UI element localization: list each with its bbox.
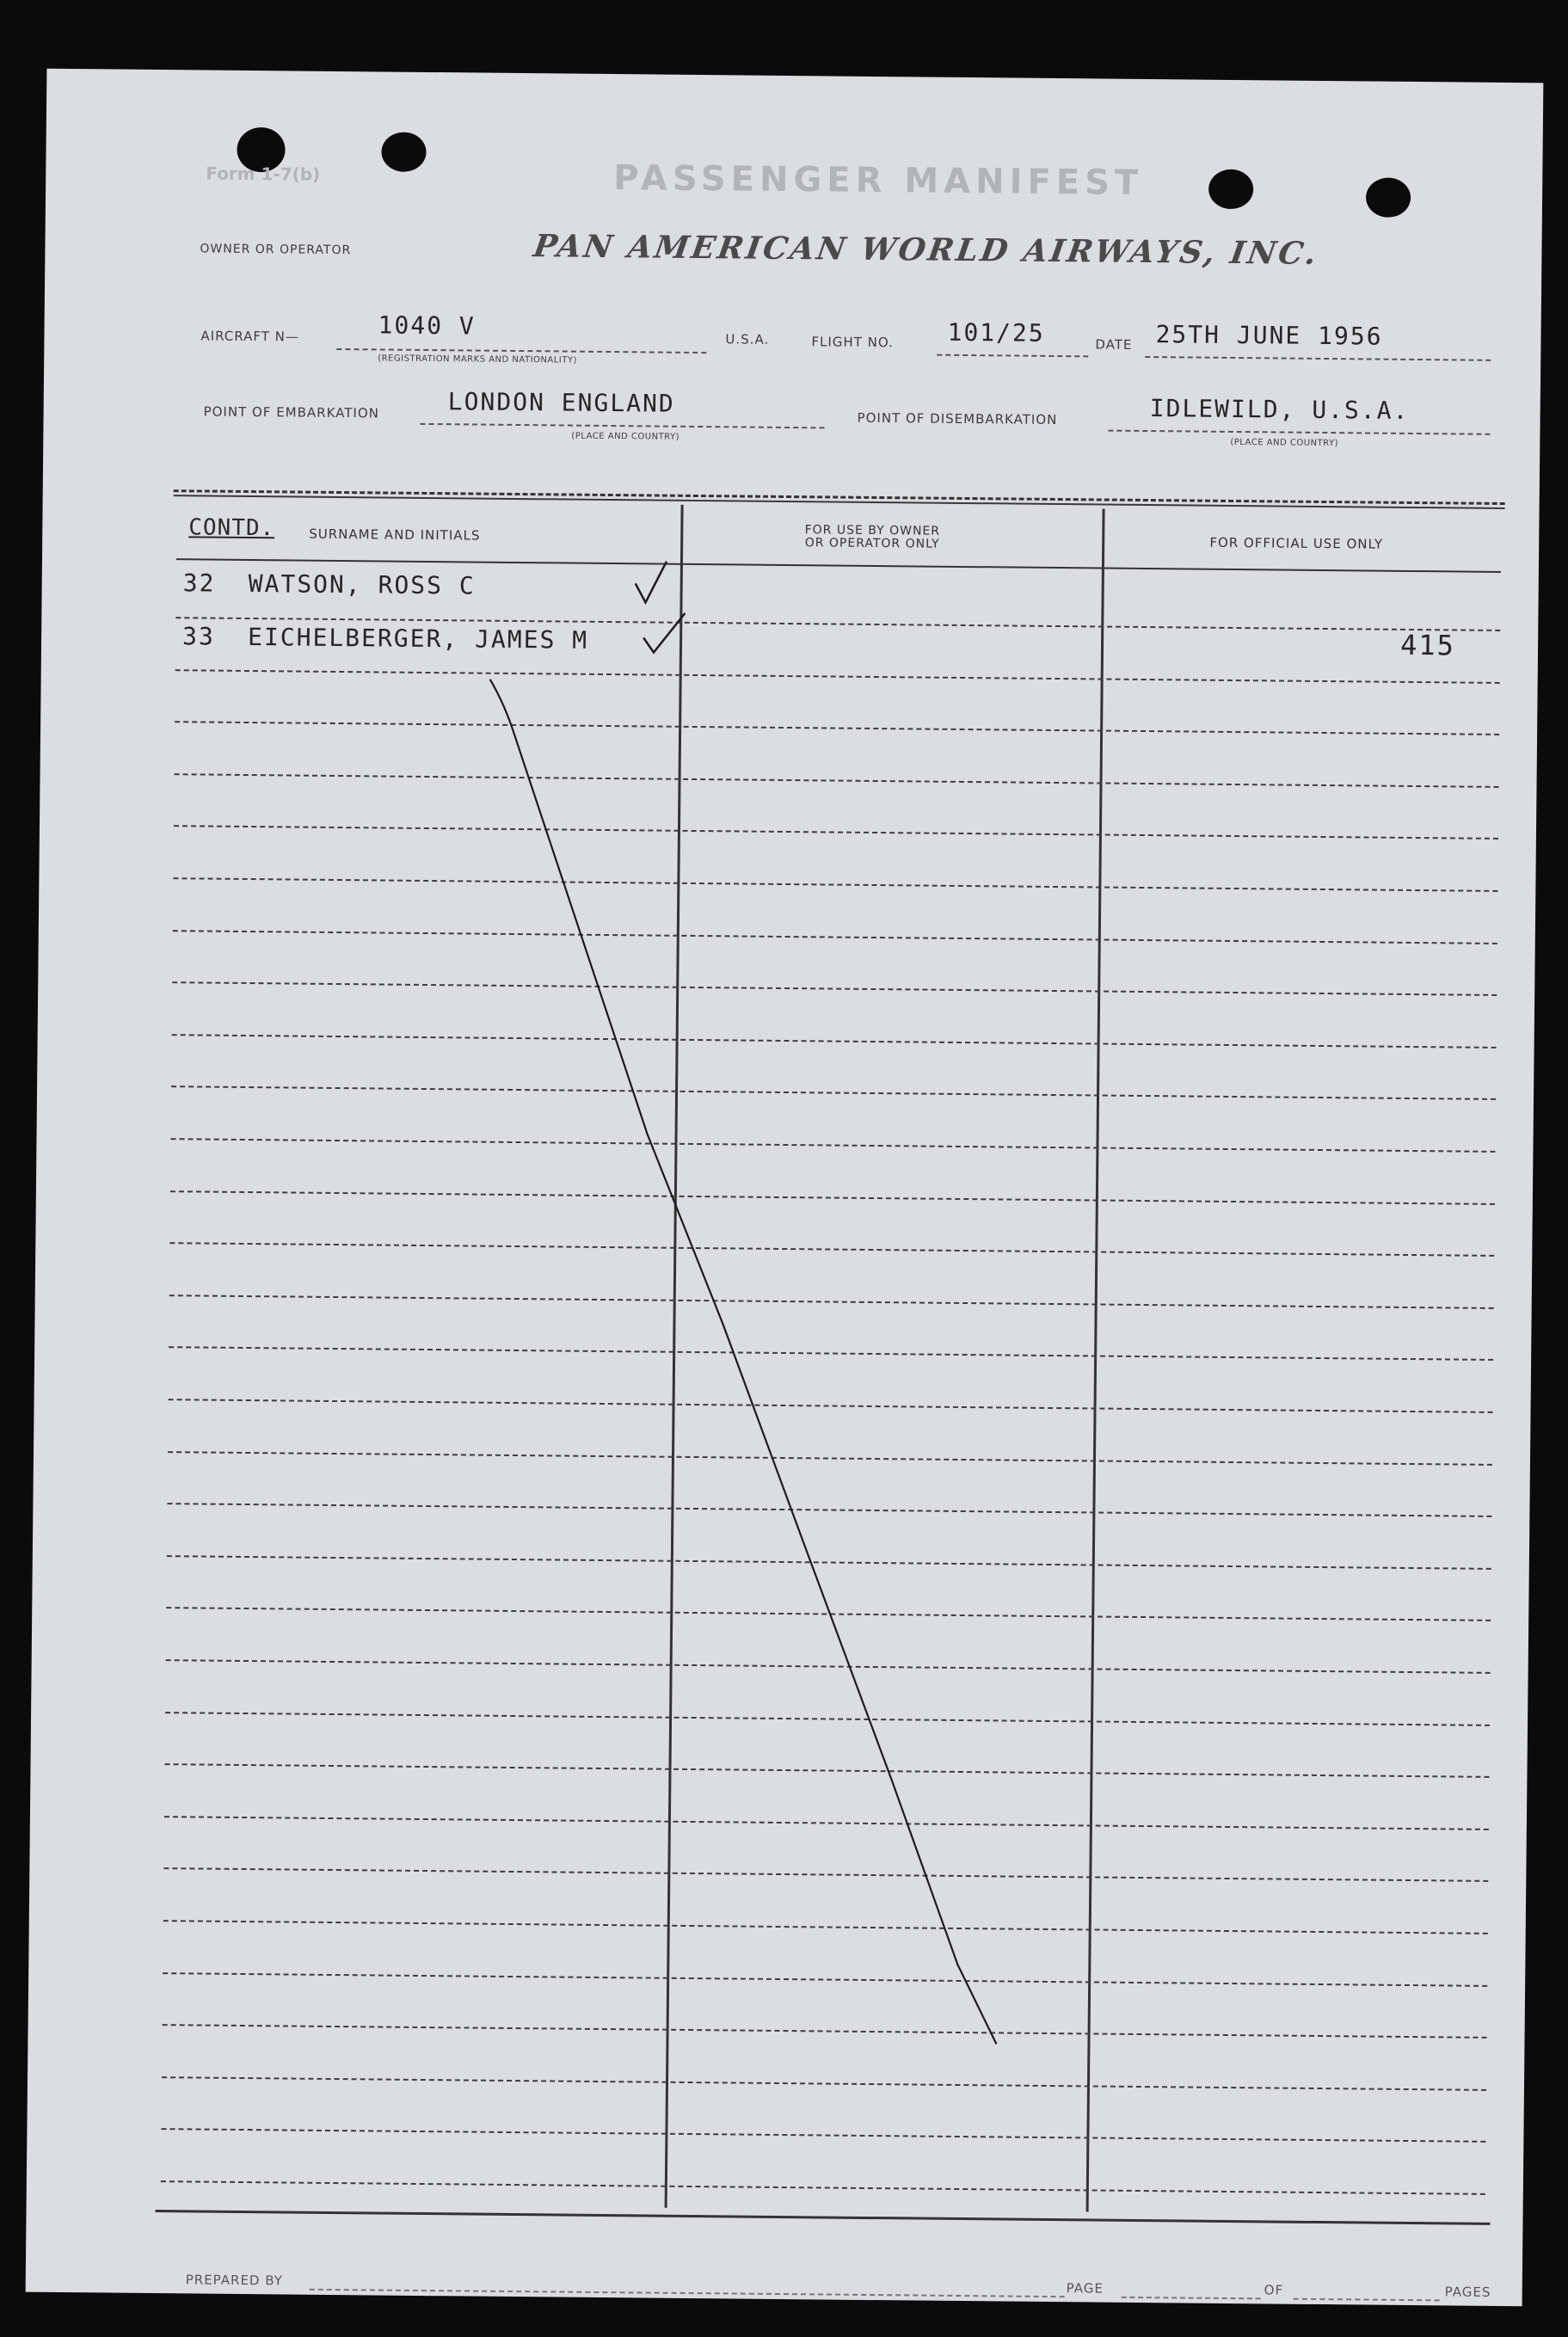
- pen-marks: [26, 69, 1544, 2307]
- aircraft-label: AIRCRAFT N—: [200, 328, 299, 345]
- passenger-row-32-name: WATSON, ROSS C: [248, 569, 476, 600]
- column-header-official: FOR OFFICIAL USE ONLY: [1209, 534, 1384, 552]
- pages-label: PAGES: [1444, 2284, 1491, 2300]
- embarkation-caption: (PLACE AND COUNTRY): [571, 431, 680, 442]
- company-name: PAN AMERICAN WORLD AIRWAYS, INC.: [531, 228, 1322, 272]
- disembarkation-caption: (PLACE AND COUNTRY): [1230, 437, 1339, 449]
- date-label: DATE: [1095, 336, 1133, 353]
- usa-label: U.S.A.: [725, 331, 770, 347]
- form-number: Form 1-7(b): [206, 163, 321, 185]
- manifest-page: [26, 69, 1544, 2307]
- disembarkation-value: IDLEWILD, U.S.A.: [1149, 394, 1410, 425]
- embarkation-value: LONDON ENGLAND: [447, 387, 675, 418]
- check-mark-icon: [636, 561, 667, 602]
- page-label: PAGE: [1066, 2280, 1104, 2297]
- passenger-row-33-name: EICHELBERGER, JAMES M: [247, 622, 589, 655]
- form-title: PASSENGER MANIFEST: [613, 158, 1144, 203]
- embarkation-label: POINT OF EMBARKATION: [203, 403, 380, 421]
- of-label: OF: [1264, 2282, 1284, 2298]
- aircraft-caption: (REGISTRATION MARKS AND NATIONALITY): [378, 354, 577, 366]
- flight-label: FLIGHT NO.: [811, 334, 894, 351]
- void-line: [477, 680, 1009, 2045]
- column-header-owner-line1: FOR USE BY OWNER: [804, 523, 941, 538]
- check-mark-icon: [643, 612, 685, 652]
- flight-value: 101/25: [947, 317, 1045, 347]
- prepared-by-label: PREPARED BY: [185, 2272, 284, 2289]
- column-header-owner-line2: OR OPERATOR ONLY: [804, 536, 940, 551]
- column-header-surname: SURNAME AND INITIALS: [309, 526, 481, 544]
- passenger-row-32-number: 32: [182, 569, 216, 598]
- aircraft-value: 1040 V: [378, 311, 476, 341]
- official-use-value: 415: [1399, 628, 1456, 662]
- owner-label: OWNER OR OPERATOR: [200, 242, 352, 258]
- contd-label: CONTD.: [188, 514, 275, 542]
- passenger-row-33-number: 33: [181, 622, 215, 651]
- date-value: 25TH JUNE 1956: [1155, 320, 1383, 351]
- disembarkation-label: POINT OF DISEMBARKATION: [857, 409, 1058, 428]
